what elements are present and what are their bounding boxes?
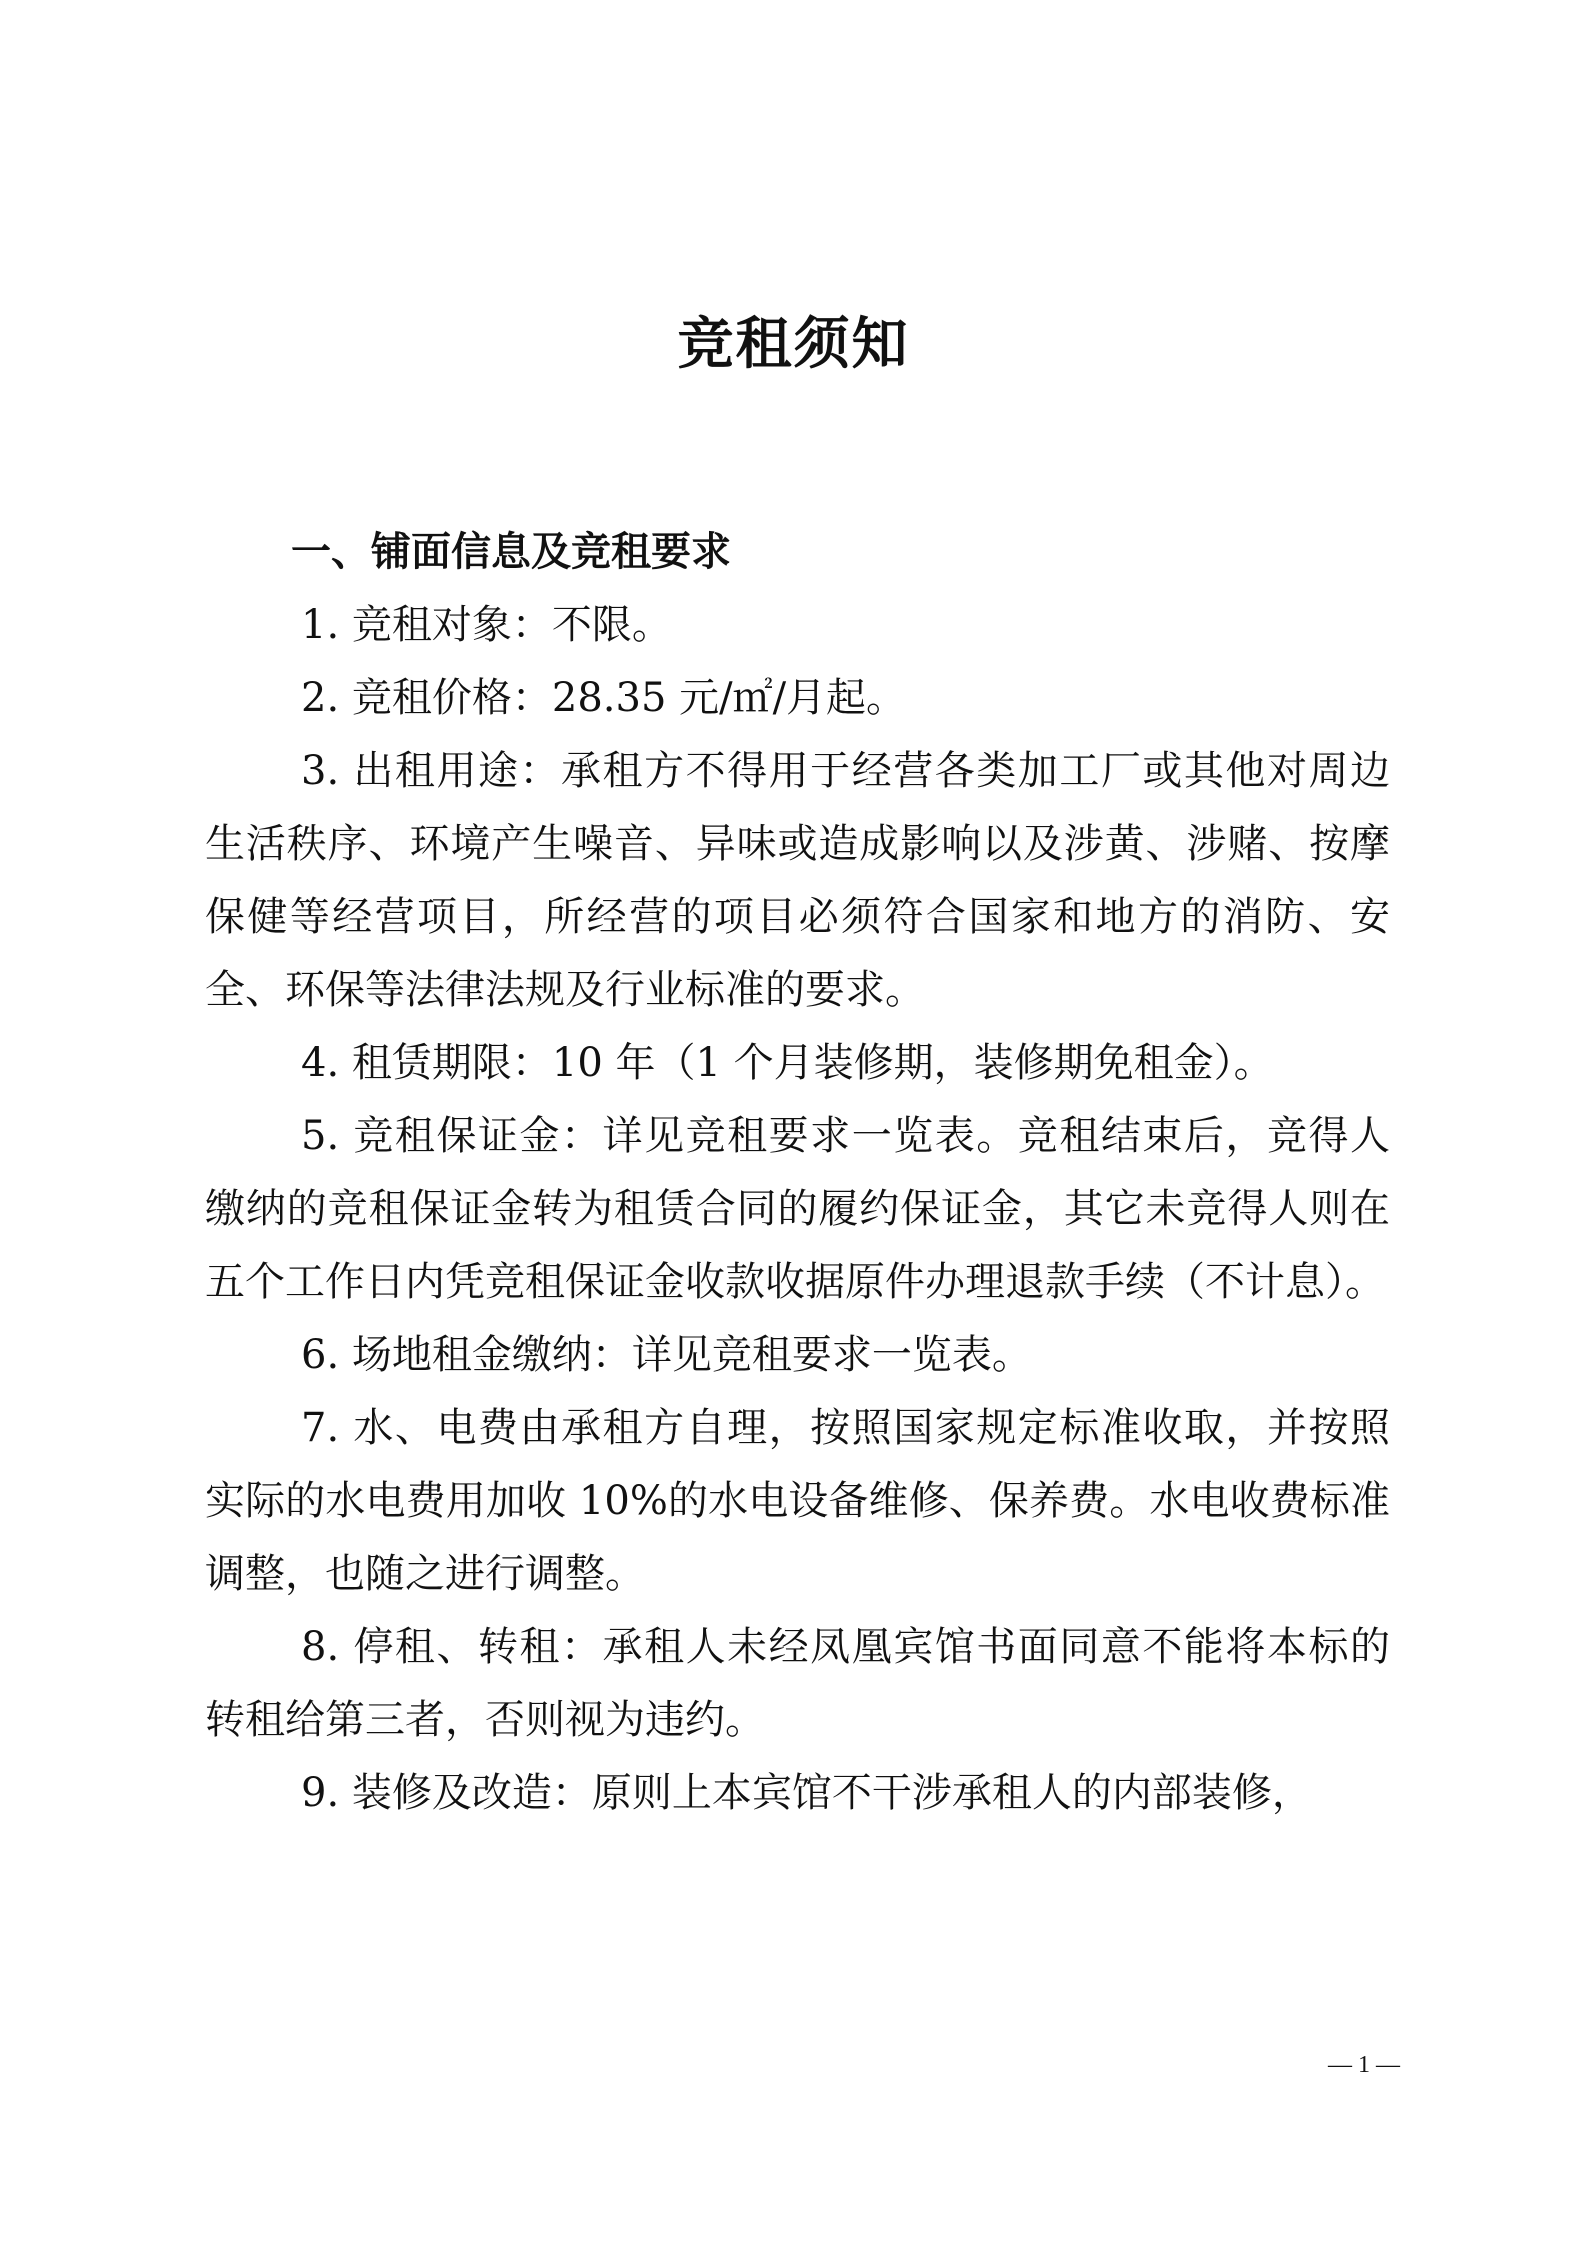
document-title: 竞租须知 [677, 311, 910, 377]
section-heading: 一、铺面信息及竞租要求 [291, 529, 731, 575]
paragraph-8: 8. 停租、转租：承租人未经凤凰宾馆书面同意不能将本标的转租给第三者，否则视为违约。 [205, 1624, 1390, 1743]
paragraph-1: 1. 竞租对象：不限。 [301, 602, 672, 648]
page-number: — 1 — [1328, 2052, 1400, 2078]
paragraph-6: 6. 场地租金缴纳：详见竞租要求一览表。 [301, 1332, 1032, 1378]
document-body [205, 516, 1390, 1830]
paragraph-5: 5. 竞租保证金：详见竞租要求一览表。竞租结束后，竞得人缴纳的竞租保证金转为租赁合同的履约保证金，其它未竞得人则在五个工作日内凭竞租保证金收款收据原件办理退款手续（不计息）。 [205, 1113, 1390, 1305]
paragraph-7: 7. 水、电费由承租方自理，按照国家规定标准收取，并按照实际的水电费用加收 10%的水电设备维修、保养费。水电收费标准调整，也随之进行调整。 [205, 1405, 1390, 1597]
paragraph-2: 2. 竞租价格：28.35 元/㎡/月起。 [301, 675, 907, 721]
paragraph-4: 4. 租赁期限：10 年（1 个月装修期，装修期免租金）。 [301, 1040, 1274, 1086]
paragraph-9: 9. 装修及改造：原则上本宾馆不干涉承租人的内部装修， [301, 1770, 1312, 1816]
paragraph-3: 3. 出租用途：承租方不得用于经营各类加工厂或其他对周边生活秩序、环境产生噪音、异味或造成影响以及涉黄、涉赌、按摩保健等经营项目，所经营的项目必须符合国家和地方的消防、安全、环保等法律法规及行业标准的要求。 [205, 748, 1390, 1013]
